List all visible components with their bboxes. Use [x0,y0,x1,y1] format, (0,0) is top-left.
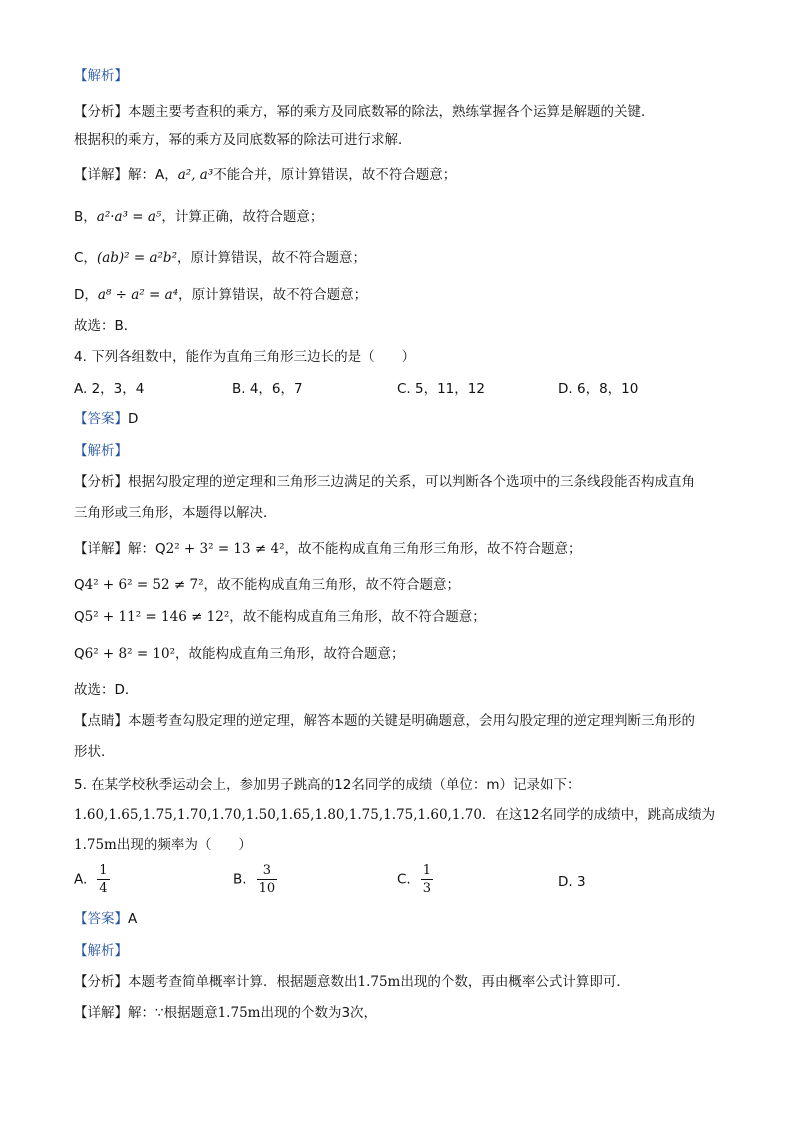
q4-analysis-heading: 【解析】 [74,443,128,459]
question-4-stem: 4. 下列各组数中，能作为直角三角形三边长的是（ ） [74,349,416,365]
math-expression: (ab)² = a²b² [96,250,177,266]
math-expression: 6² + 8² = 10² [84,646,176,662]
analysis-paragraph: 【分析】本题主要考查积的乘方，幂的乘方及同底数幂的除法，熟练掌握各个运算是解题的关键． [74,104,655,120]
math-expression: a²·a³ = a⁵ [96,209,162,225]
detail-line-c: C，(ab)² = a²b²，原计算错误，故不符合题意； [74,250,366,266]
q4-answer: 【答案】D [74,411,139,427]
q4-option-a: A. 2，3，4 [74,381,145,397]
q5-option-c: C. $\frac{1}{3}$ [397,863,431,896]
q5-analysis-paragraph: 【分析】本题考查简单概率计算．根据题意数出1.75m出现的个数，再由概率公式计算即可． [74,974,630,990]
q4-detail-line-4: Q6² + 8² = 10²，故能构成直角三角形，故符合题意； [74,646,405,662]
detail-line-a: 【详解】解：A，a², a³不能合并，原计算错误，故不符合题意； [74,167,457,183]
conclusion-line: 故选：B． [74,318,138,334]
q4-detail-line-2: Q4² + 6² = 52 ≠ 7²，故不能构成直角三角形，故不符合题意； [74,577,461,593]
math-expression: 2² + 3² = 13 ≠ 4² [165,541,285,557]
fraction: $\frac{3}{10}$ [258,863,276,896]
detail-line-b: B，a²·a³ = a⁵，计算正确，故符合题意； [74,209,324,225]
detail-line-d: D，a⁸ ÷ a² = a⁴，原计算错误，故不符合题意； [74,287,368,303]
fraction: $\frac{1}{3}$ [422,863,431,896]
q5-option-d: D. 3 [558,874,586,890]
analysis-paragraph-line2: 根据积的乘方，幂的乘方及同底数幂的除法可进行求解． [74,132,412,148]
q4-detail-line-3: Q5² + 11² = 146 ≠ 12²，故不能构成直角三角形，故不符合题意； [74,609,486,625]
fraction: $\frac{1}{4}$ [99,863,108,896]
q5-option-b: B. $\frac{3}{10}$ [233,863,276,896]
math-expression: a⁸ ÷ a² = a⁴ [97,287,179,303]
q5-option-a: A. $\frac{1}{4}$ [74,863,108,896]
question-5-stem-line3: 1.75m出现的频率为（ ） [74,837,252,853]
q4-remark: 【点睛】本题考查勾股定理的逆定理，解答本题的关键是明确题意，会用勾股定理的逆定理判断三角形的 [74,713,695,729]
q4-option-c: C. 5，11，12 [397,381,485,397]
q4-option-d: D. 6，8，10 [558,381,639,397]
q5-detail-line: 【详解】解：∵根据题意1.75m出现的个数为3次， [74,1005,378,1021]
q5-analysis-heading: 【解析】 [74,943,128,959]
q4-remark-line2: 形状． [74,744,115,760]
analysis-heading: 【解析】 [74,68,128,84]
q4-conclusion: 故选：D． [74,682,139,698]
math-expression: 5² + 11² = 146 ≠ 12² [84,609,230,625]
q4-analysis-paragraph-line2: 三角形或三角形，本题得以解决． [74,505,277,521]
q4-detail-line-1: 【详解】解：Q2² + 3² = 13 ≠ 4²，故不能构成直角三角形三角形，故不符合题意； [74,541,582,557]
math-expression: 4² + 6² = 52 ≠ 7² [84,577,204,593]
q4-option-b: B. 4，6，7 [232,381,303,397]
question-5-data: 1.60,1.65,1.75,1.70,1.70,1.50,1.65,1.80,1.75,1.75,1.60,1.70．在这12名同学的成绩中，跳高成绩为 [74,807,716,823]
q4-analysis-paragraph: 【分析】根据勾股定理的逆定理和三角形三边满足的关系，可以判断各个选项中的三条线段能否构成直角 [74,474,695,490]
q5-answer: 【答案】A [74,911,138,927]
question-5-stem: 5. 在某学校秋季运动会上，参加男子跳高的12名同学的成绩（单位：m）记录如下： [74,777,581,793]
math-expression: a², a³ [177,167,214,183]
